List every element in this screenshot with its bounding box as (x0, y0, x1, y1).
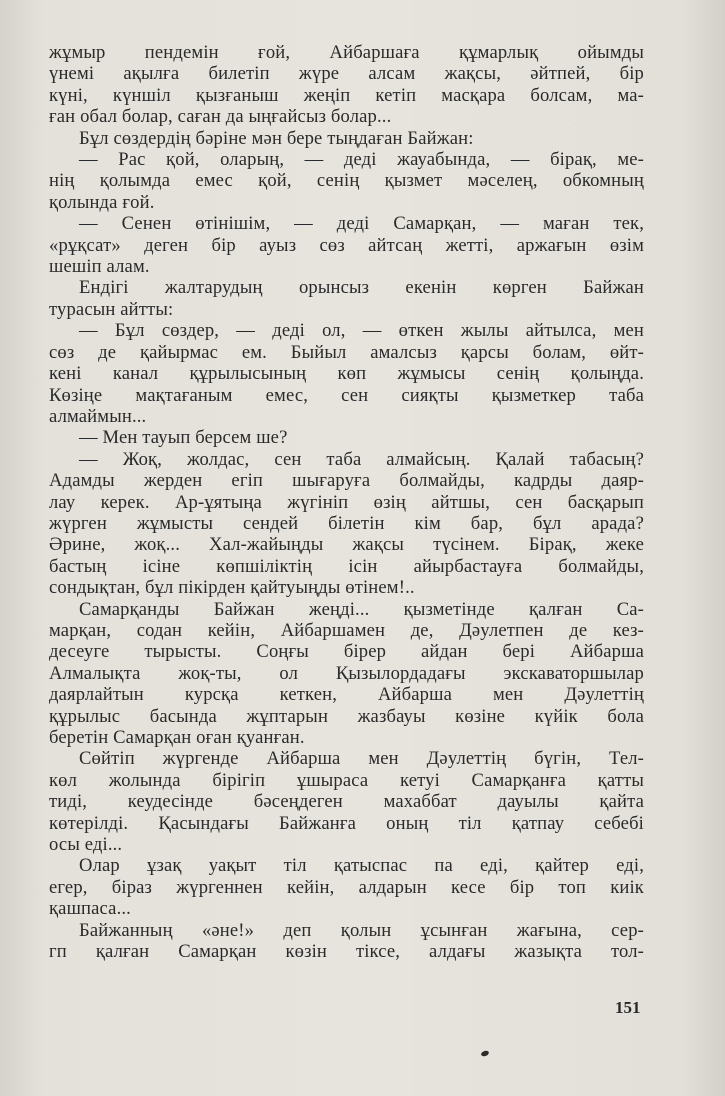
text-line: лау керек. Ар-ұятыңа жүгініп өзің айтшы, сен басқарып (49, 491, 644, 513)
text-line: Ендігі жалтарудың орынсыз екенін көрген Байжан (79, 277, 644, 299)
text-line: даярлайтын курсқа кеткен, Айбарша мен Дәулеттің (49, 684, 644, 706)
text-line: сондықтан, бұл пікірден қайтуыңды өтінем!.. (49, 577, 415, 599)
text-line: үнемі ақылға билетіп жүре алсам жақсы, әйтпей, бір (49, 63, 644, 85)
text-line: бастың ісіне көпшіліктің ісін айырбастауға болмайды, (49, 555, 644, 577)
page-number: 151 (615, 998, 641, 1017)
text-line: Бұл сөздердің бәріне мән бере тыңдаған Байжан: (79, 127, 474, 149)
text-line: осы еді... (49, 834, 123, 856)
text-line: беретін Самарқан оған қуанған. (49, 727, 305, 748)
text-line: гп қалған Самарқан көзін тіксе, алдағы жазықта тол- (49, 941, 644, 963)
text-line: Әрине, жоқ... Хал-жайыңды жақсы түсінем. Бірақ, жеке (49, 534, 644, 556)
text-line: жұмыр пендемін ғой, Айбаршаға құмарлық ойымды (49, 42, 644, 63)
text-line: — Рас қой, оларың, — деді жауабында, — бірақ, ме- (79, 149, 644, 171)
text-line: Көзіңе мақтағаным емес, сен сияқты қызметкер таба (49, 384, 644, 406)
text-line: Олар ұзақ уақыт тіл қатыспас па еді, қайтер еді, (79, 855, 644, 877)
text-line: Самарқанды Байжан жеңді... қызметінде қалған Са- (79, 598, 644, 620)
text-line: көл жолында бірігіп ұшыраса кетуі Самарқанға қатты (49, 769, 644, 791)
text-line: Байжанның «әне!» деп қолын ұсынған жағына, сер- (79, 919, 644, 941)
text-line: егер, біраз жүргеннен кейін, алдарын кесе бір топ киік (49, 876, 644, 898)
text-line: күні, күншіл қызғаныш жеңіп кетіп масқара болсам, ма- (49, 84, 644, 106)
text-line: қашпаса... (49, 898, 131, 920)
text-line: десеуге тырысты. Соңғы бірер айдан бері Айбарша (49, 641, 644, 663)
text-line: тиді, кеудесінде бәсеңдеген махаббат дауылы қайта (49, 791, 644, 813)
text-line: Адамды жерден егіп шығаруға болмайды, кадрды даяр- (49, 470, 644, 492)
text-line: кені канал құрылысының көп жұмысы сенің қолыңда. (49, 363, 644, 385)
ink-mark (480, 1050, 489, 1057)
text-line: — Бұл сөздер, — деді ол, — өткен жылы айтылса, мен (79, 320, 644, 342)
text-line: ған обал болар, саған да ыңғайсыз болар... (49, 106, 392, 128)
text-line: Алмалықта жоқ-ты, ол Қызылордадағы экскаваторшылар (49, 662, 644, 684)
text-line: шешіп алам. (49, 256, 150, 278)
text-line: көтерілді. Қасындағы Байжанға оның тіл қатпау себебі (49, 812, 644, 834)
text-line: турасын айтты: (49, 298, 174, 320)
text-line: жүрген жұмысты сендей білетін кім бар, бұл арада? (49, 512, 644, 534)
text-line: марқан, содан кейін, Айбаршамен де, Дәулетпен де кез- (49, 619, 644, 641)
text-line: — Жоқ, жолдас, сен таба алмайсың. Қалай табасың? (79, 448, 644, 470)
text-line: сөз де қайырмас ем. Быйыл амалсыз қарсы болам, өйт- (49, 341, 644, 363)
text-line: — Мен тауып берсем ше? (79, 427, 288, 449)
text-line: құрылыс басында жұптарын жазбауы көзіне күйік бола (49, 705, 644, 727)
text-line: Сөйтіп жүргенде Айбарша мен Дәулеттің бүгін, Тел- (79, 748, 644, 770)
text-line: — Сенен өтінішім, — деді Самарқан, — маған тек, (79, 213, 644, 235)
text-line: алмаймын... (49, 405, 147, 427)
text-line: қолында ғой. (49, 191, 155, 213)
text-line: нің қолымда емес қой, сенің қызмет мәселең, обкомның (49, 170, 644, 192)
body-text (49, 42, 644, 962)
text-line: «рұқсат» деген бір ауыз сөз айтсаң жетті, аржағын өзім (49, 234, 644, 256)
